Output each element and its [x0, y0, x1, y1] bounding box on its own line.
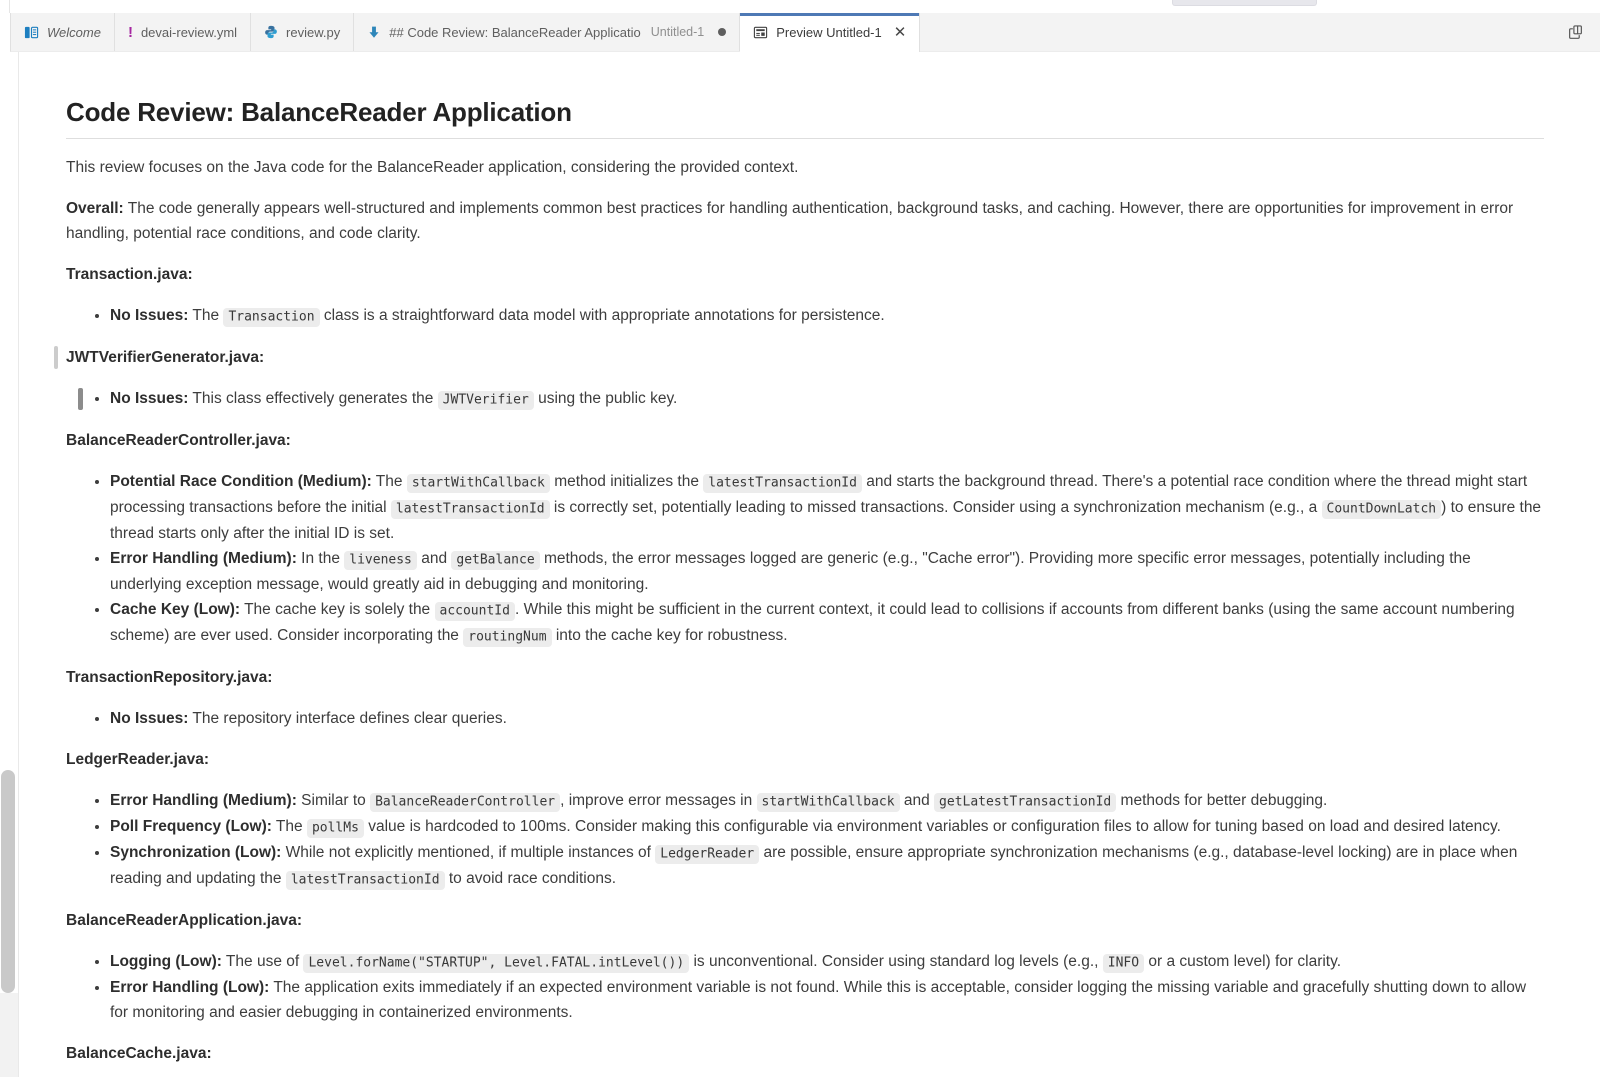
top-overlay-bar: [1172, 0, 1317, 6]
bullet-list: [66, 386, 1544, 412]
paragraph: [66, 196, 1544, 246]
list-item: [110, 706, 1544, 731]
split-editor-icon[interactable]: [1567, 24, 1584, 41]
inline-code: Level.forName("STARTUP", Level.FATAL.intLevel()): [303, 954, 689, 973]
bold-text: Transaction.java:: [66, 266, 193, 283]
inline-code: accountId: [435, 602, 515, 621]
text: and: [416, 550, 452, 567]
bullet-list: [66, 469, 1544, 649]
section-heading: [66, 428, 1544, 453]
text: into the cache key for robustness.: [551, 627, 788, 644]
bullet-list: [66, 303, 1544, 329]
bullet-list: [66, 788, 1544, 892]
bold-text: Cache Key (Low):: [110, 601, 241, 618]
left-editor-scrollbar-thumb[interactable]: [1, 770, 15, 993]
text: methods for better debugging.: [1116, 792, 1328, 809]
tab-preview[interactable]: [740, 13, 920, 52]
tab-review-py[interactable]: [251, 13, 354, 51]
text: The code generally appears well-structured and implements common best practices for handling authentication, background tasks, and caching. However, there are opportunities for improvement in error handling, potential race conditions, and code clarity.: [66, 200, 1514, 242]
text: The repository interface defines clear queries.: [188, 710, 507, 727]
bold-text: No Issues:: [110, 307, 189, 324]
text: value is hardcoded to 100ms. Consider making this configurable via environment variables or configuration files to allow for tuning based on load and desired latency.: [363, 818, 1501, 835]
text: This class effectively generates the: [188, 390, 438, 407]
list-item: [110, 840, 1544, 892]
bold-text: JWTVerifierGenerator.java:: [66, 349, 265, 366]
section-heading: [66, 665, 1544, 690]
markdown-arrow-icon: [367, 25, 381, 39]
inline-code: liveness: [344, 551, 417, 570]
list-item: [110, 814, 1544, 840]
left-editor-gutter: [0, 52, 19, 1077]
editor-group-divider: [9, 0, 10, 13]
text: using the public key.: [533, 390, 678, 407]
inline-code: getBalance: [451, 551, 539, 570]
text: In the: [296, 550, 345, 567]
list-item: [110, 597, 1544, 649]
inline-code: routingNum: [463, 628, 551, 647]
editor-tab-bar: [10, 13, 1600, 52]
text: The application exits immediately if an expected environment variable is not found. While this is acceptable, consider logging the missing variable and gracefully shutting down to allow for monitoring and easier debugging in containerized environments.: [110, 979, 1527, 1021]
text: The use of: [221, 953, 304, 970]
tab-description: Untitled-1: [650, 25, 705, 39]
text: , improve error messages in: [560, 792, 757, 809]
tab-label: Preview Untitled-1: [776, 25, 882, 40]
section-heading: [66, 908, 1544, 933]
list-item: [110, 975, 1544, 1025]
text: ) to ensure the thread starts only after the initial ID is set.: [110, 499, 1542, 542]
modified-dot-icon[interactable]: [718, 28, 726, 36]
inline-code: LedgerReader: [655, 845, 759, 864]
inline-code: getLatestTransactionId: [934, 793, 1116, 812]
tab-welcome[interactable]: [11, 13, 115, 51]
inline-code: CountDownLatch: [1322, 500, 1442, 519]
bold-text: Potential Race Condition (Medium):: [110, 473, 372, 490]
bold-text: Logging (Low):: [110, 953, 222, 970]
yaml-icon: !: [127, 23, 133, 41]
inline-code: INFO: [1103, 954, 1144, 973]
list-item: [110, 546, 1544, 597]
bold-text: Synchronization (Low):: [110, 844, 282, 861]
text: The: [271, 818, 307, 835]
tab-label: review.py: [286, 24, 341, 40]
text: is unconventional. Consider using standard log levels (e.g.,: [689, 953, 1103, 970]
bold-text: BalanceReaderController.java:: [66, 432, 291, 449]
text: and: [899, 792, 935, 809]
inline-code: latestTransactionId: [703, 474, 862, 493]
bold-text: Error Handling (Medium):: [110, 550, 297, 567]
list-item: [110, 949, 1544, 975]
tab-code-review-markdown[interactable]: [354, 13, 740, 51]
bullet-list: [66, 706, 1544, 731]
welcome-icon: [24, 25, 39, 40]
text: The cache key is solely the: [240, 601, 435, 618]
text: class is a straightforward data model with appropriate annotations for persistence.: [319, 307, 885, 324]
paragraph: [66, 155, 1544, 180]
markdown-preview-pane: [20, 52, 1600, 1077]
section-heading: [66, 345, 1544, 370]
list-item: [110, 469, 1544, 546]
section-heading: [66, 1041, 1544, 1066]
text: This review focuses on the Java code for the BalanceReader application, considering the provided context.: [66, 159, 799, 176]
tab-label: devai-review.yml: [140, 24, 238, 40]
list-item: [110, 788, 1544, 814]
text: or a custom level) for clarity.: [1144, 953, 1342, 970]
section-heading: [66, 747, 1544, 772]
text: The: [188, 307, 224, 324]
bullet-list: [66, 949, 1544, 1025]
inline-code: startWithCallback: [757, 793, 900, 812]
text: The: [371, 473, 407, 490]
markdown-preview-icon: [753, 25, 768, 40]
close-icon[interactable]: ✕: [893, 24, 907, 41]
bold-text: Poll Frequency (Low):: [110, 818, 272, 835]
bold-text: Error Handling (Low):: [110, 979, 270, 996]
tab-label: ## Code Review: BalanceReader Applicatio: [389, 24, 641, 40]
bold-text: BalanceReaderApplication.java:: [66, 912, 303, 929]
editor-actions: [1567, 13, 1584, 52]
inline-code: JWTVerifier: [438, 391, 534, 410]
bold-text: LedgerReader.java:: [66, 751, 210, 768]
inline-code: pollMs: [307, 819, 364, 838]
tab-devai-review-yml[interactable]: [115, 13, 251, 51]
bold-text: BalanceCache.java:: [66, 1045, 212, 1062]
bold-text: TransactionRepository.java:: [66, 669, 273, 686]
left-editor-empty-area: [0, 993, 18, 1077]
text: is correctly set, potentially leading to missed transactions. Consider using a synchronization mechanism (e.g., a: [549, 499, 1322, 516]
page-title: Code Review: BalanceReader Application: [66, 96, 1544, 139]
inline-code: latestTransactionId: [391, 500, 550, 519]
text: . While this might be sufficient in the current context, it could lead to collisions if accounts from different banks (using the same account numbering scheme) are ever used. Consider incorporating the: [110, 601, 1515, 644]
python-icon: [264, 25, 278, 39]
text: method initializes the: [549, 473, 704, 490]
document-body: [66, 155, 1544, 1066]
text: While not explicitly mentioned, if multiple instances of: [281, 844, 656, 861]
bold-text: Overall:: [66, 200, 124, 217]
text: and starts the background thread. There's a potential race condition where the thread might start processing transactions before the initial: [110, 473, 1528, 516]
inline-code: startWithCallback: [407, 474, 550, 493]
inline-code: latestTransactionId: [286, 871, 445, 890]
list-item: [110, 386, 1544, 412]
tab-label: Welcome: [47, 24, 101, 40]
text: methods, the error messages logged are generic (e.g., "Cache error"). Providing more specific error messages, potentially including the underlying exception message, would greatly aid in debugging and monitoring.: [110, 550, 1471, 593]
text: Similar to: [296, 792, 371, 809]
text: are possible, ensure appropriate synchronization mechanisms (e.g., database-level locking) are in place when reading and updating the: [110, 844, 1518, 887]
bold-text: No Issues:: [110, 390, 189, 407]
bold-text: No Issues:: [110, 710, 189, 727]
list-item: [110, 303, 1544, 329]
inline-code: Transaction: [223, 308, 319, 327]
bold-text: Error Handling (Medium):: [110, 792, 297, 809]
text: to avoid race conditions.: [444, 870, 617, 887]
section-heading: [66, 262, 1544, 287]
inline-code: BalanceReaderController: [370, 793, 560, 812]
